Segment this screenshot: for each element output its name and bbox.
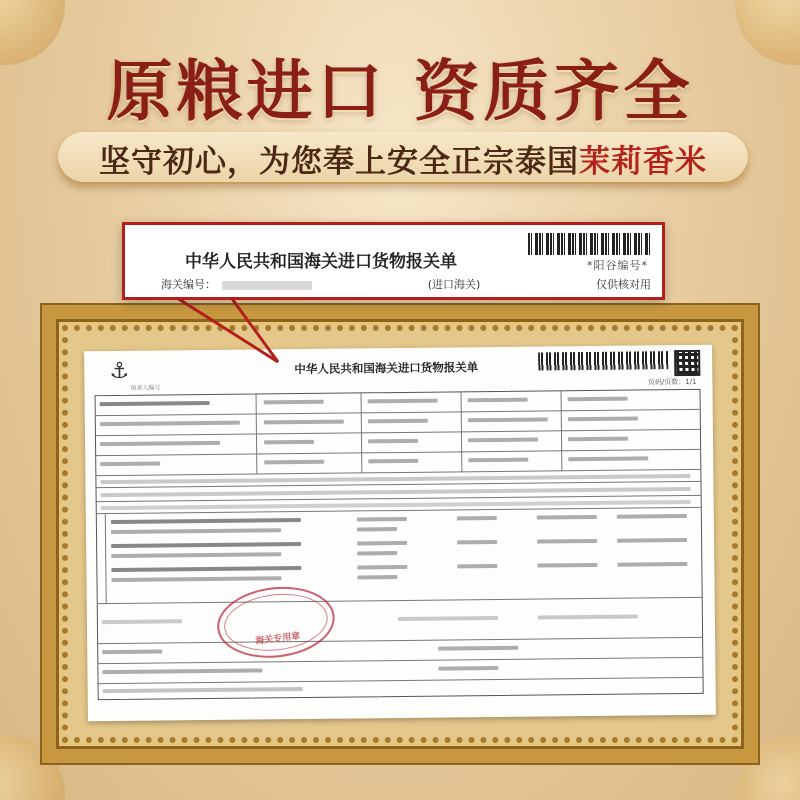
subtitle-banner bbox=[58, 132, 748, 184]
stamp-text: 海关专用章 bbox=[254, 631, 301, 647]
doc-prep-label: 预录入编号 bbox=[130, 384, 161, 392]
blurred-text bbox=[537, 515, 597, 520]
subtitle-highlight: 茉莉香米 bbox=[579, 143, 707, 180]
blurred-text bbox=[102, 619, 182, 624]
blurred-text bbox=[357, 565, 407, 570]
blurred-text bbox=[438, 666, 498, 671]
blurred-text bbox=[568, 417, 638, 422]
declaration-table bbox=[95, 389, 704, 700]
blurred-text bbox=[457, 516, 497, 520]
headline: 原粮进口 资质齐全 bbox=[106, 53, 694, 130]
declarant-label: 海关编号： bbox=[161, 278, 216, 291]
blurred-text bbox=[264, 400, 324, 405]
blurred-text bbox=[537, 539, 597, 544]
blurred-text bbox=[438, 646, 518, 651]
blurred-text bbox=[468, 417, 548, 422]
callout-verify: 仅供核对用 bbox=[596, 278, 651, 291]
blurred-text bbox=[100, 462, 160, 467]
blurred-text bbox=[368, 459, 418, 464]
callout-row bbox=[161, 276, 651, 292]
customs-emblem-icon: ⚓ bbox=[109, 358, 130, 385]
blurred-text bbox=[537, 563, 597, 568]
blurred-text bbox=[357, 551, 397, 555]
blurred-text bbox=[568, 456, 648, 461]
subtitle-text: 坚守初心，为您奉上安全正宗泰国 bbox=[99, 143, 579, 180]
blurred-text bbox=[617, 514, 687, 519]
blurred-text bbox=[357, 527, 397, 531]
blurred-text bbox=[368, 439, 418, 444]
callout-port: (进口海关) bbox=[427, 278, 481, 291]
callout-declarant bbox=[161, 276, 312, 292]
callout-title: 中华人民共和国海关进口货物报关单 bbox=[185, 252, 457, 272]
redacted-field bbox=[222, 281, 312, 290]
blurred-text bbox=[468, 438, 538, 443]
barcode-icon bbox=[528, 233, 650, 255]
blurred-text bbox=[568, 437, 628, 442]
blurred-text bbox=[617, 562, 687, 567]
blurred-text bbox=[468, 458, 528, 463]
callout-pointer bbox=[170, 296, 290, 368]
blurred-text bbox=[368, 399, 438, 404]
blurred-text bbox=[103, 687, 303, 693]
document-title: 中华人民共和国海关进口货物报关单 bbox=[294, 360, 479, 377]
blurred-text bbox=[617, 538, 687, 543]
customs-declaration-document bbox=[84, 345, 716, 722]
blurred-text bbox=[357, 517, 407, 522]
blurred-text bbox=[468, 398, 528, 403]
qr-code-icon bbox=[674, 350, 700, 376]
barcode-icon bbox=[538, 351, 668, 370]
blurred-text bbox=[568, 397, 628, 402]
blurred-text bbox=[264, 460, 324, 465]
blurred-text bbox=[102, 649, 162, 654]
blurred-text bbox=[264, 420, 344, 425]
blurred-text bbox=[264, 440, 314, 445]
blurred-text bbox=[457, 564, 497, 568]
blurred-text bbox=[357, 575, 397, 579]
blurred-text bbox=[457, 540, 497, 544]
blurred-text bbox=[368, 419, 428, 424]
callout-code: *阳谷编号* bbox=[587, 259, 648, 272]
zoom-callout bbox=[122, 222, 665, 300]
blurred-text bbox=[357, 541, 407, 546]
page-label: 页码/页数：1/1 bbox=[647, 377, 697, 387]
